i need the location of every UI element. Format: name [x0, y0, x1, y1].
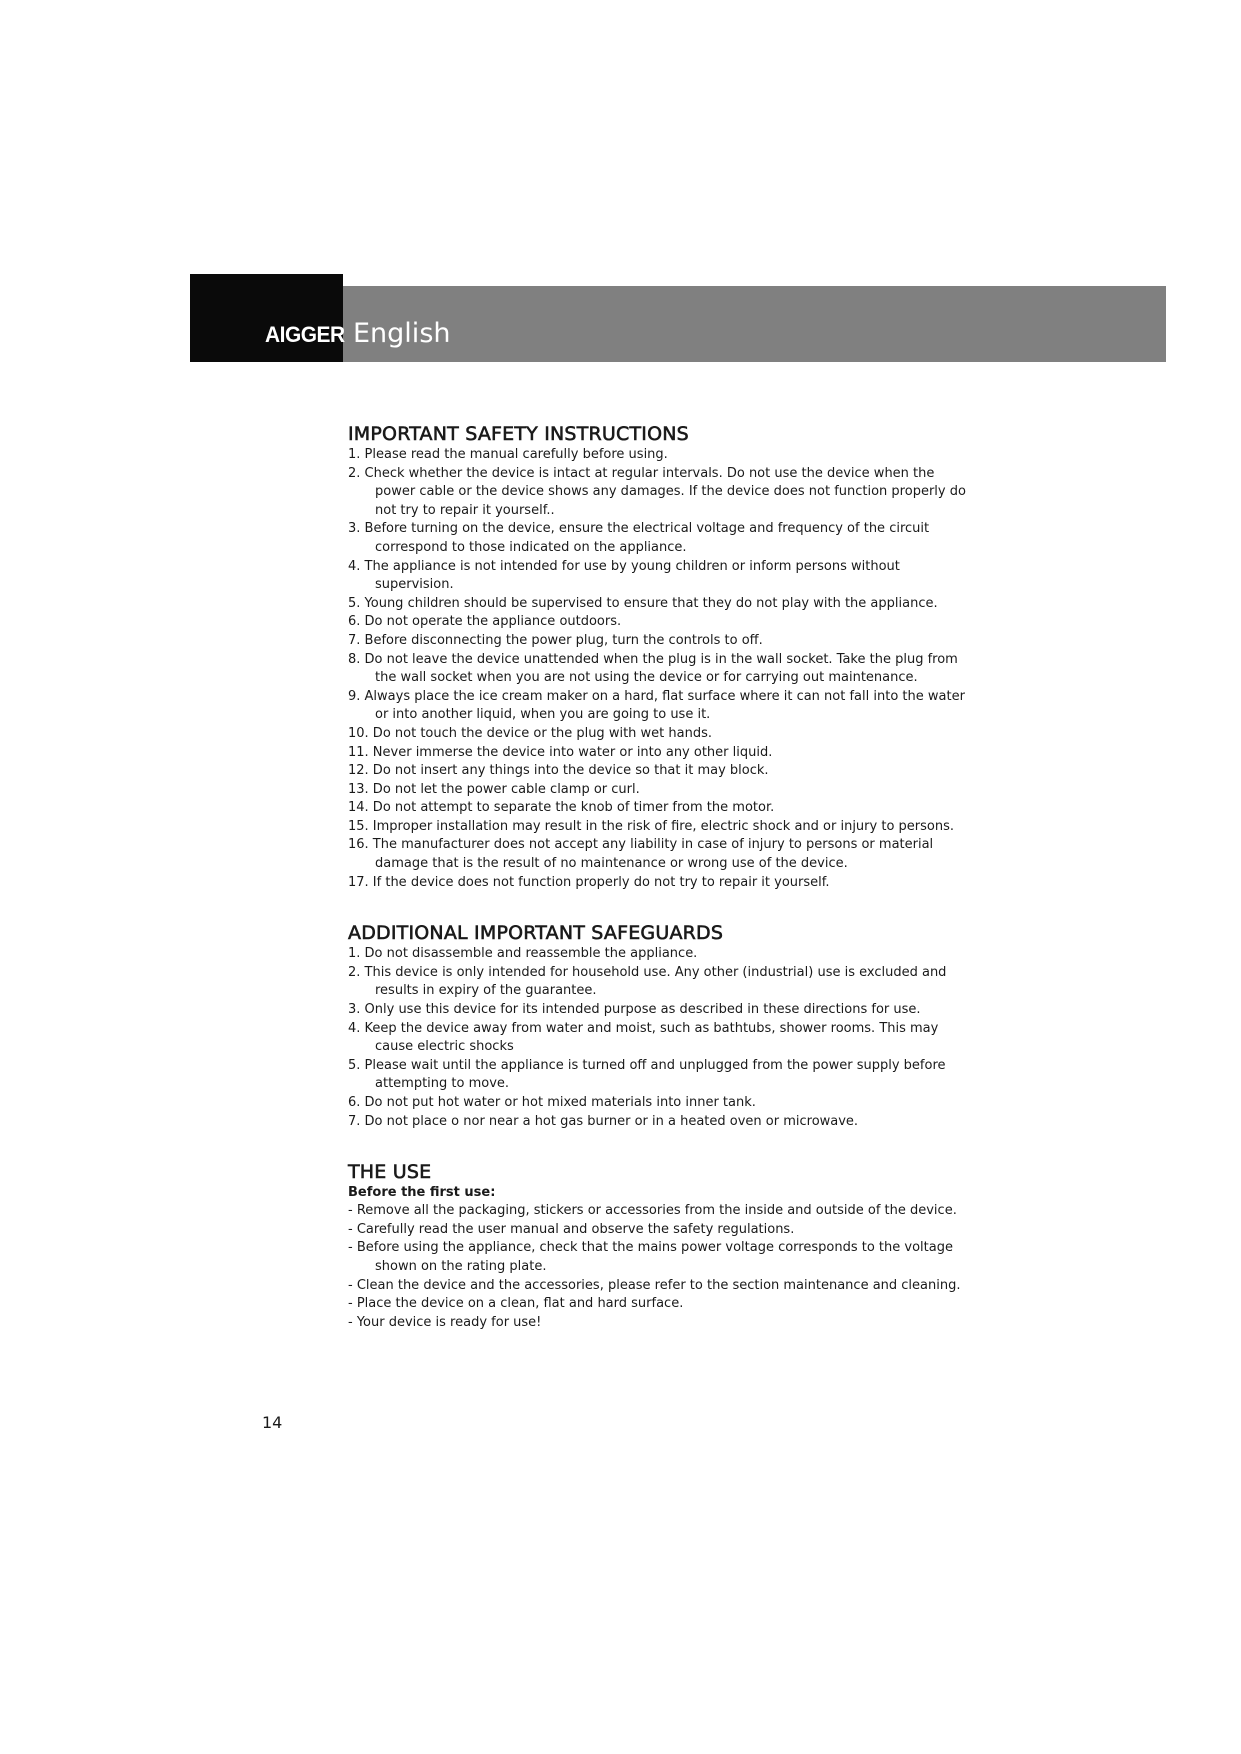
list-item: - Your device is ready for use!	[348, 1314, 542, 1330]
list-item: 3. Before turning on the device, ensure the electrical voltage and frequency of the circuit correspond to those indicated on the appliance.	[348, 521, 930, 555]
brand-logo-box	[190, 274, 343, 362]
list-item: 6. Do not operate the appliance outdoors.	[348, 614, 622, 630]
list-item: 12. Do not insert any things into the device so that it may block.	[348, 763, 769, 779]
instruction-list	[348, 446, 968, 892]
list-item: 1. Please read the manual carefully before using.	[348, 447, 668, 462]
list-item: 14. Do not attempt to separate the knob of timer from the motor.	[348, 800, 775, 816]
list-item: 9. Always place the ice cream maker on a hard, flat surface where it can not fall into the water or into another liquid, when you are going to use it.	[348, 688, 965, 723]
list-item: - Remove all the packaging, stickers or accessories from the inside and outside of the device.	[348, 1203, 957, 1219]
list-item: 8. Do not leave the device unattended when the plug is in the wall socket. Take the plug from the wall socket when you are not using the device or for carrying out maintenance.	[348, 651, 958, 686]
list-item: 10. Do not touch the device or the plug with wet hands.	[348, 725, 712, 741]
language-title: English	[353, 318, 451, 349]
subheading: Before the first use:	[348, 1185, 496, 1201]
brand-logo: AIGGER	[265, 322, 345, 347]
list-item: 13. Do not let the power cable clamp or curl.	[348, 781, 640, 797]
list-item: 7. Before disconnecting the power plug, turn the controls to off.	[348, 632, 763, 648]
list-item: 15. Improper installation may result in the risk of fire, electric shock and or injury to persons.	[348, 818, 954, 834]
list-item: 4. The appliance is not intended for use by young children or inform persons without supervision.	[348, 558, 900, 593]
list-item: 3. Only use this device for its intended purpose as described in these directions for use.	[348, 1002, 921, 1018]
page-number: 14	[262, 1413, 283, 1432]
list-item: 7. Do not place o nor near a hot gas burner or in a heated oven or microwave.	[348, 1113, 859, 1129]
the-use-section	[348, 1160, 968, 1332]
list-item: 4. Keep the device away from water and moist, such as bathtubs, shower rooms. This may cause electric shocks	[348, 1020, 939, 1055]
content	[348, 422, 968, 1361]
list-item: 11. Never immerse the device into water or into any other liquid.	[348, 744, 773, 760]
header-bar	[343, 286, 1166, 362]
list-item: - Place the device on a clean, flat and hard surface.	[348, 1296, 684, 1312]
section-title: IMPORTANT SAFETY INSTRUCTIONS	[348, 423, 689, 445]
list-item: - Before using the appliance, check that the mains power voltage corresponds to the voltage shown on the rating plate.	[348, 1240, 953, 1274]
list-item: - Clean the device and the accessories, please refer to the section maintenance and cleaning.	[348, 1277, 961, 1293]
list-item: 2. Check whether the device is intact at regular intervals. Do not use the device when the power cable or the device shows any damages. If the device does not function properly do not try to repair it yourself..	[348, 465, 966, 518]
list-item: 1. Do not disassemble and reassemble the appliance.	[348, 946, 698, 962]
additional-safeguards-section	[348, 921, 968, 1131]
list-item: 16. The manufacturer does not accept any liability in case of injury to persons or material damage that is the result of no maintenance or wrong use of the device.	[348, 837, 934, 872]
use-list	[348, 1202, 968, 1332]
safety-instructions-section	[348, 422, 968, 892]
section-title: ADDITIONAL IMPORTANT SAFEGUARDS	[348, 922, 724, 945]
list-item: 6. Do not put hot water or hot mixed materials into inner tank.	[348, 1095, 756, 1110]
section-title: THE USE	[348, 1161, 432, 1184]
list-item: 5. Please wait until the appliance is turned off and unplugged from the power supply before attempting to move.	[348, 1057, 946, 1092]
list-item: 17. If the device does not function properly do not try to repair it yourself.	[348, 874, 830, 890]
list-item: 5. Young children should be supervised to ensure that they do not play with the appliance.	[348, 595, 938, 611]
list-item: - Carefully read the user manual and observe the safety regulations.	[348, 1221, 795, 1237]
safeguard-list	[348, 945, 968, 1131]
list-item: 2. This device is only intended for household use. Any other (industrial) use is excluded and results in expiry of the guarantee.	[348, 964, 947, 999]
